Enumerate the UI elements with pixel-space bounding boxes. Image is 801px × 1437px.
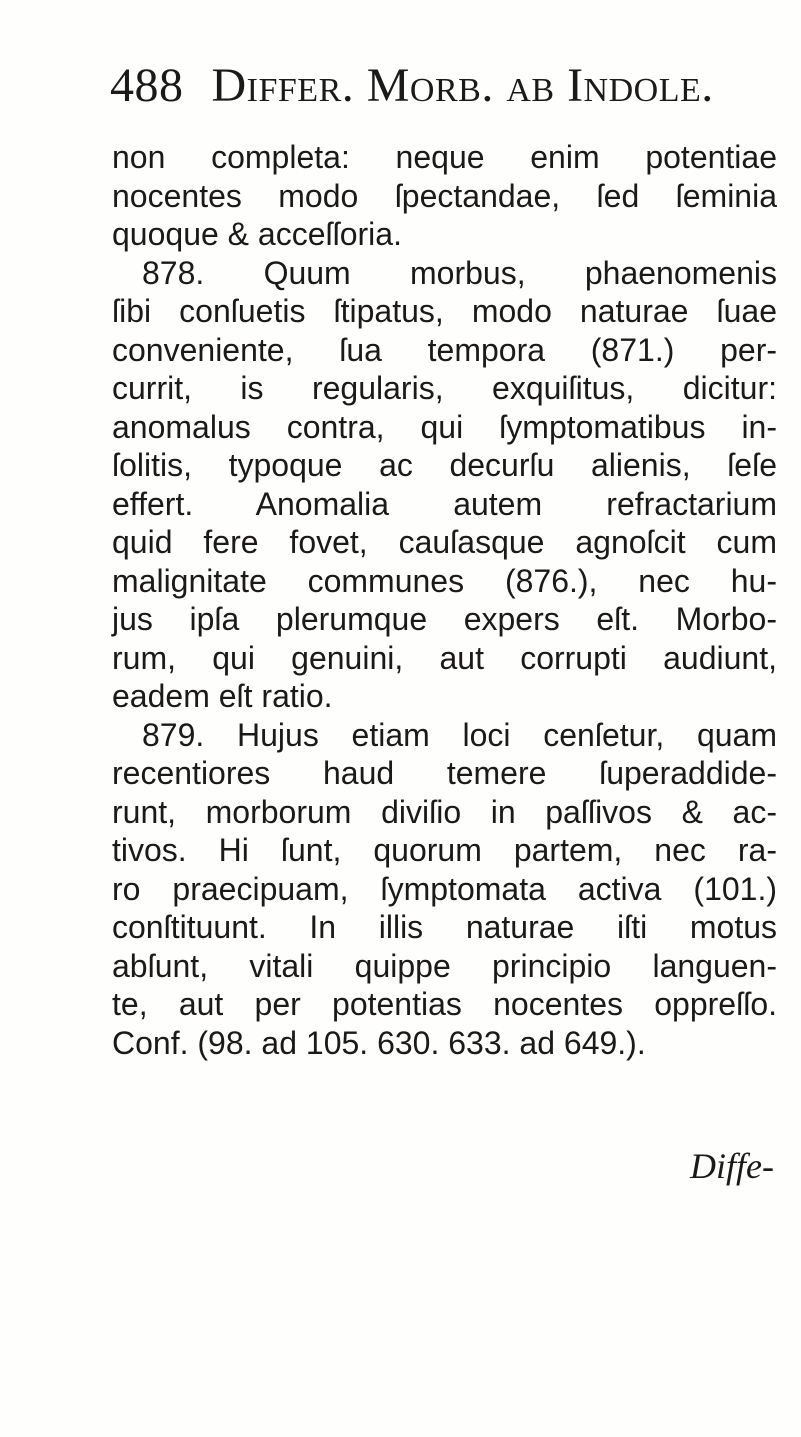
text-line: recentiores haud temere ſuperaddide-	[112, 755, 777, 791]
text-line: abſunt, vitali quippe principio languen-	[112, 947, 777, 984]
text-line: nocentes modo ſpectandae, ſed ſeminia	[112, 177, 777, 214]
page-number: 488	[110, 59, 184, 112]
text-line: ro praecipuam, ſymptomata activa (101.)	[112, 870, 777, 907]
body-text	[112, 138, 777, 1062]
text-line: Conf. (98. ad 105. 630. 633. ad 649.).	[112, 1024, 646, 1061]
text-line: jus ipſa plerumque expers eſt. Morbo-	[112, 601, 777, 637]
text-line: eadem eſt ratio.	[112, 678, 333, 714]
text-line: 878. Quum morbus, phaenomenis	[142, 254, 777, 291]
text-line: tivos. Hi ſunt, quorum partem, nec ra-	[112, 832, 777, 868]
text-line: non completa: neque enim potentiae	[112, 139, 777, 175]
running-title: Differ. Morb. ab Indole.	[211, 59, 714, 112]
text-line: quoque & acceſſoria.	[112, 216, 402, 252]
text-line: malignitate communes (876.), nec hu-	[112, 562, 777, 599]
text-line: anomalus contra, qui ſymptomatibus in-	[112, 408, 777, 445]
text-line: quid fere fovet, cauſasque agnoſcit cum	[112, 524, 777, 560]
text-line: currit, is regularis, exquiſitus, dicitur:	[112, 370, 777, 406]
text-line: rum, qui genuini, aut corrupti audiunt,	[112, 639, 777, 676]
text-line: 879. Hujus etiam loci cenſetur, quam	[142, 716, 777, 753]
text-line: conveniente, ſua tempora (871.) per-	[112, 331, 777, 368]
text-line: effert. Anomalia autem refractarium	[112, 485, 777, 522]
text-line: runt, morborum diviſio in paſſivos & ac-	[112, 793, 777, 830]
running-head	[110, 58, 770, 122]
text-line: te, aut per potentias nocentes oppreſſo.	[112, 986, 777, 1022]
text-line: conſtituunt. In illis naturae iſti motus	[112, 909, 777, 945]
catchword: Diffe-	[690, 1146, 774, 1186]
text-line: ſolitis, typoque ac decurſu alienis, ſeſe	[112, 447, 777, 483]
text-line: ſibi conſuetis ſtipatus, modo naturae ſuae	[112, 293, 777, 329]
